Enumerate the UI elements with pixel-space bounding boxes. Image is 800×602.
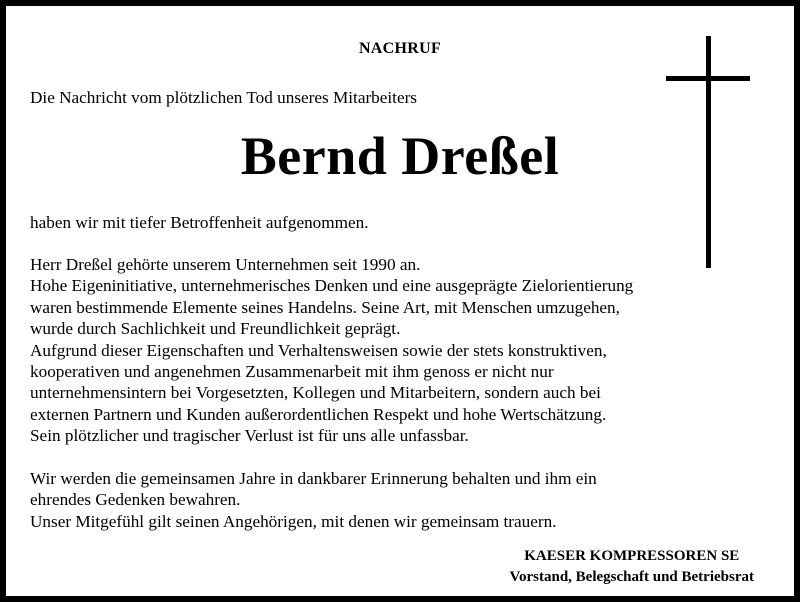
paragraph-line: Unser Mitgefühl gilt seinen Angehörigen, mit denen wir gemeinsam trauern.: [30, 511, 557, 531]
paragraph-line: kooperativen und angenehmen Zusammenarbeit mit ihm genoss er nicht nur: [30, 362, 554, 382]
notice-title: NACHRUF: [358, 40, 442, 57]
paragraph-line: Herr Dreßel gehörte unserem Unternehmen seit 1990 an.: [30, 255, 421, 274]
intro-line: Die Nachricht vom plötzlichen Tod unseres Mitarbeiters: [30, 88, 417, 107]
after-name-line: haben wir mit tiefer Betroffenheit aufgenommen.: [30, 213, 369, 232]
paragraph-line: Hohe Eigeninitiative, unternehmerisches Denken und eine ausgeprägte Zielorientierung: [30, 276, 634, 296]
paragraph-gap: [30, 447, 633, 468]
paragraph-line: externen Partnern und Kunden außerordentlichen Respekt und hohe Wertschätzung.: [30, 404, 607, 424]
deceased-name: Bernd Dreßel: [240, 126, 560, 186]
paragraph-line: Sein plötzlicher und tragischer Verlust ist für uns alle unfassbar.: [30, 426, 469, 446]
signature-block: [510, 546, 754, 588]
company-name: KAESER KOMPRESSOREN SE: [524, 548, 740, 564]
cross-horizontal-bar: [666, 76, 750, 81]
obituary-text: [30, 254, 633, 532]
paragraph-line: unternehmensintern bei Vorgesetzten, Kollegen und Mitarbeitern, sondern auch bei: [30, 383, 601, 403]
paragraph-line: Aufgrund dieser Eigenschaften und Verhaltensweisen sowie der stets konstruktiven,: [30, 340, 607, 360]
paragraph-line: wurde durch Sachlichkeit und Freundlichkeit geprägt.: [30, 319, 401, 339]
paragraph-line: waren bestimmende Elemente seines Handelns. Seine Art, mit Menschen umzugehen,: [30, 297, 620, 317]
paragraph-line: Wir werden die gemeinsamen Jahre in dankbarer Erinnerung behalten und ihm ein: [30, 469, 597, 489]
signature-line: Vorstand, Belegschaft und Betriebsrat: [509, 569, 754, 585]
paragraph-line: ehrendes Gedenken bewahren.: [30, 490, 241, 510]
